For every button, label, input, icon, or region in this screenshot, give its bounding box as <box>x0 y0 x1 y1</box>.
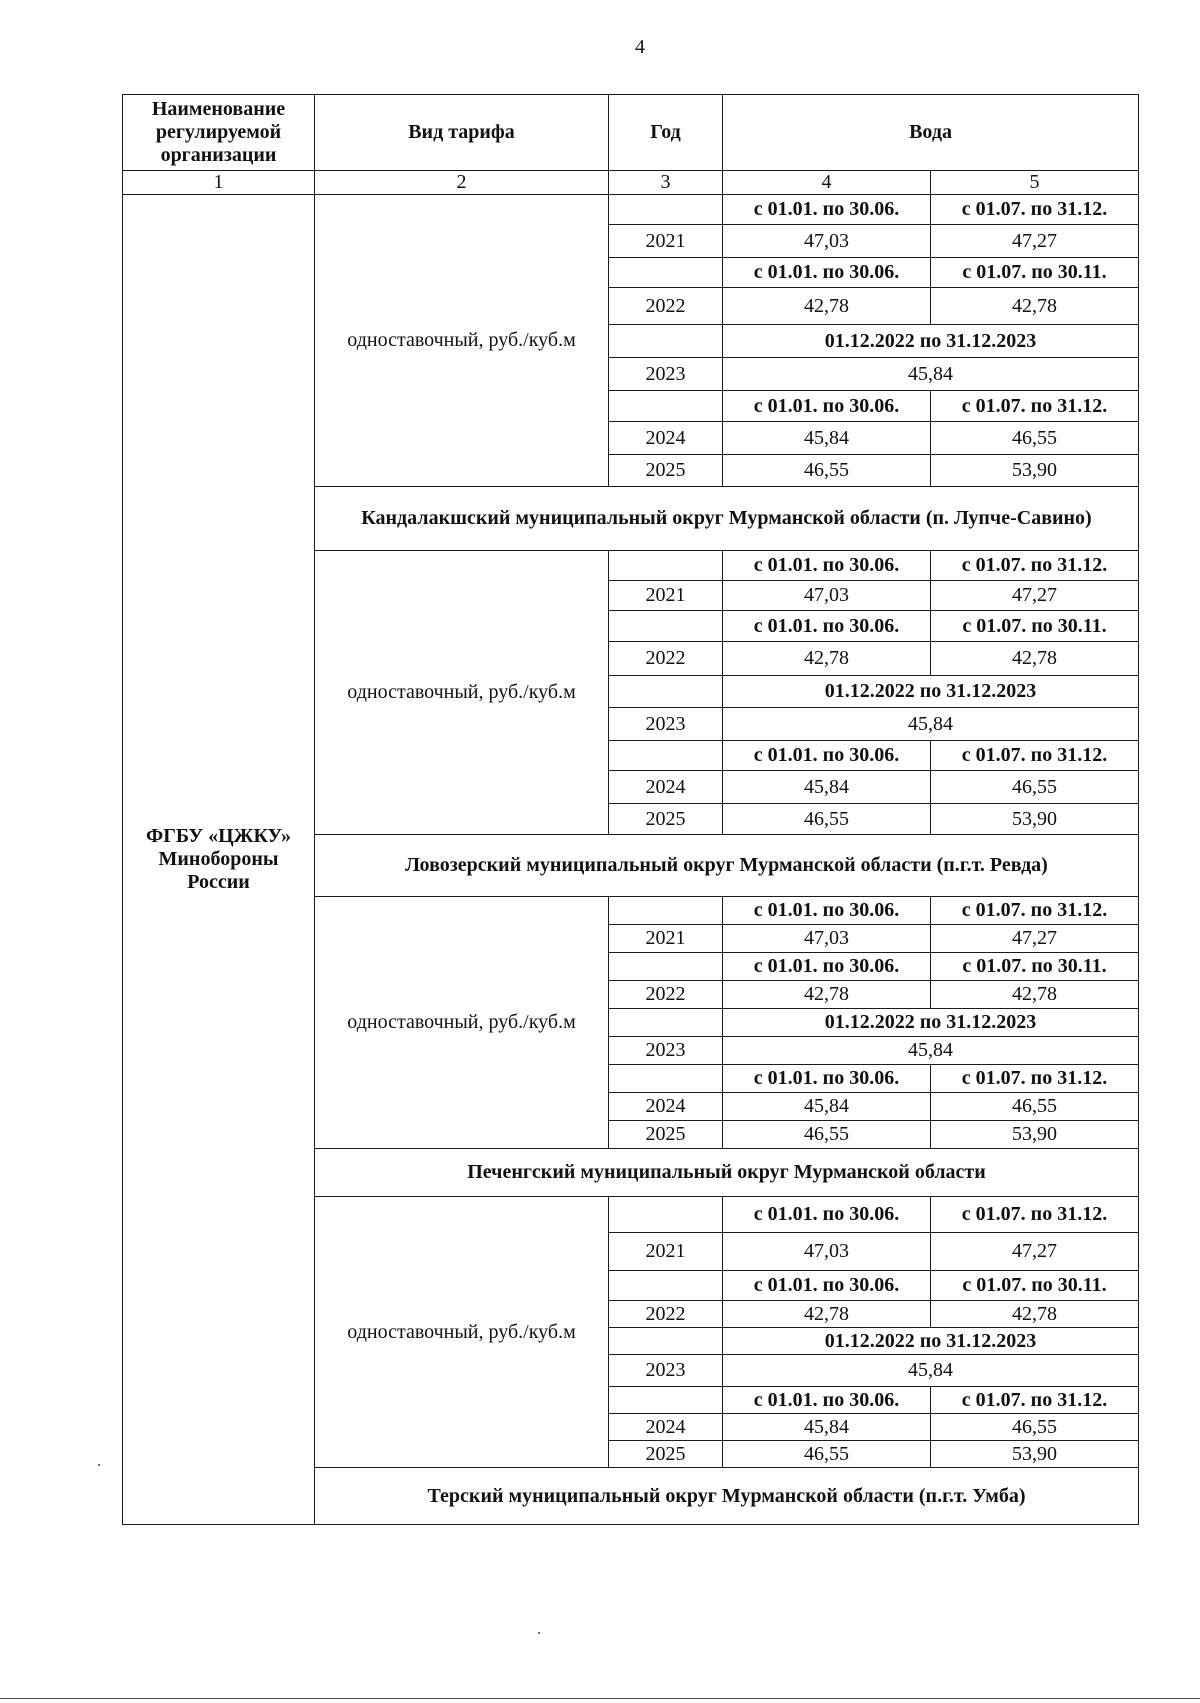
value-cell: 42,78 <box>723 1301 931 1328</box>
period-label: с 01.01. по 30.06. <box>723 391 931 422</box>
year-cell: 2021 <box>609 1233 723 1271</box>
value-cell: 45,84 <box>723 358 1139 391</box>
value-cell: 53,90 <box>931 804 1139 835</box>
period-label: 01.12.2022 по 31.12.2023 <box>723 676 1139 708</box>
table-row <box>123 195 1139 225</box>
column-number-row <box>123 171 1139 195</box>
col-num-5: 5 <box>931 171 1139 195</box>
year-cell: 2025 <box>609 804 723 835</box>
period-label: с 01.07. по 31.12. <box>931 195 1139 225</box>
tariff-name: одноставочный, руб./куб.м <box>315 1197 609 1468</box>
year-cell: 2024 <box>609 1414 723 1441</box>
tariff-name: одноставочный, руб./куб.м <box>315 551 609 835</box>
year-cell: 2024 <box>609 1093 723 1121</box>
period-label: с 01.01. по 30.06. <box>723 1271 931 1301</box>
scan-speck <box>538 1632 540 1634</box>
section-title: Терский муниципальный округ Мурманской области (п.г.т. Умба) <box>315 1468 1139 1525</box>
value-cell: 47,27 <box>931 1233 1139 1271</box>
value-cell: 42,78 <box>723 288 931 325</box>
year-cell: 2022 <box>609 981 723 1009</box>
value-cell: 42,78 <box>723 642 931 676</box>
section-title: Кандалакшский муниципальный округ Мурманской области (п. Лупче-Савино) <box>315 487 1139 551</box>
col-num-4: 4 <box>723 171 931 195</box>
value-cell: 47,03 <box>723 225 931 258</box>
header-year: Год <box>609 95 723 171</box>
period-label: с 01.07. по 30.11. <box>931 258 1139 288</box>
value-cell: 47,27 <box>931 581 1139 611</box>
year-cell: 2021 <box>609 581 723 611</box>
value-cell: 47,27 <box>931 925 1139 953</box>
value-cell: 45,84 <box>723 771 931 804</box>
value-cell: 45,84 <box>723 1355 1139 1387</box>
period-label: с 01.07. по 31.12. <box>931 1387 1139 1414</box>
value-cell: 42,78 <box>931 981 1139 1009</box>
period-label: с 01.07. по 30.11. <box>931 1271 1139 1301</box>
period-label: с 01.07. по 31.12. <box>931 897 1139 925</box>
period-label: с 01.07. по 31.12. <box>931 741 1139 771</box>
header-row <box>123 95 1139 171</box>
value-cell: 46,55 <box>723 1121 931 1149</box>
col-num-2: 2 <box>315 171 609 195</box>
header-tariff-type: Вид тарифа <box>315 95 609 171</box>
value-cell: 46,55 <box>931 771 1139 804</box>
section-title: Ловозерский муниципальный округ Мурманской области (п.г.т. Ревда) <box>315 835 1139 897</box>
value-cell: 45,84 <box>723 708 1139 741</box>
period-label: с 01.07. по 31.12. <box>931 1197 1139 1233</box>
value-cell: 46,55 <box>723 804 931 835</box>
value-cell: 47,03 <box>723 581 931 611</box>
period-label: 01.12.2022 по 31.12.2023 <box>723 325 1139 358</box>
value-cell: 42,78 <box>931 1301 1139 1328</box>
value-cell: 42,78 <box>723 981 931 1009</box>
value-cell: 45,84 <box>723 1037 1139 1065</box>
value-cell: 45,84 <box>723 1093 931 1121</box>
value-cell: 42,78 <box>931 642 1139 676</box>
col-num-3: 3 <box>609 171 723 195</box>
value-cell: 46,55 <box>931 422 1139 455</box>
year-cell: 2021 <box>609 925 723 953</box>
value-cell: 45,84 <box>723 422 931 455</box>
section-title: Печенгский муниципальный округ Мурманской области <box>315 1149 1139 1197</box>
organization-name: ФГБУ «ЦЖКУ» Минобороны России <box>123 195 315 1525</box>
col-num-1: 1 <box>123 171 315 195</box>
year-cell: 2024 <box>609 771 723 804</box>
tariff-table <box>122 94 1139 1525</box>
period-label: с 01.07. по 31.12. <box>931 551 1139 581</box>
year-cell: 2025 <box>609 455 723 487</box>
period-label: с 01.01. по 30.06. <box>723 953 931 981</box>
year-cell: 2025 <box>609 1121 723 1149</box>
period-label: с 01.07. по 31.12. <box>931 391 1139 422</box>
period-label: с 01.07. по 30.11. <box>931 611 1139 642</box>
year-cell: 2025 <box>609 1441 723 1468</box>
period-label: с 01.01. по 30.06. <box>723 258 931 288</box>
header-water: Вода <box>723 95 1139 171</box>
year-cell: 2021 <box>609 225 723 258</box>
value-cell: 53,90 <box>931 1441 1139 1468</box>
value-cell: 45,84 <box>723 1414 931 1441</box>
value-cell: 42,78 <box>931 288 1139 325</box>
header-org: Наименование регулируемой организации <box>123 95 315 171</box>
value-cell: 46,55 <box>723 455 931 487</box>
year-cell: 2022 <box>609 288 723 325</box>
year-cell: 2023 <box>609 358 723 391</box>
value-cell: 53,90 <box>931 455 1139 487</box>
period-label: с 01.01. по 30.06. <box>723 195 931 225</box>
value-cell: 47,27 <box>931 225 1139 258</box>
value-cell: 46,55 <box>723 1441 931 1468</box>
period-label: с 01.01. по 30.06. <box>723 551 931 581</box>
period-label: с 01.07. по 31.12. <box>931 1065 1139 1093</box>
value-cell: 47,03 <box>723 1233 931 1271</box>
period-label: с 01.07. по 30.11. <box>931 953 1139 981</box>
year-cell: 2022 <box>609 1301 723 1328</box>
year-cell: 2024 <box>609 422 723 455</box>
period-label: с 01.01. по 30.06. <box>723 1197 931 1233</box>
period-label: с 01.01. по 30.06. <box>723 1387 931 1414</box>
period-label: 01.12.2022 по 31.12.2023 <box>723 1328 1139 1355</box>
year-cell: 2023 <box>609 708 723 741</box>
period-label: с 01.01. по 30.06. <box>723 897 931 925</box>
value-cell: 46,55 <box>931 1414 1139 1441</box>
scan-edge-line <box>0 1698 1200 1699</box>
value-cell: 53,90 <box>931 1121 1139 1149</box>
year-cell: 2023 <box>609 1355 723 1387</box>
period-label: с 01.01. по 30.06. <box>723 1065 931 1093</box>
period-label: с 01.01. по 30.06. <box>723 741 931 771</box>
period-label: с 01.01. по 30.06. <box>723 611 931 642</box>
year-cell: 2023 <box>609 1037 723 1065</box>
period-label: 01.12.2022 по 31.12.2023 <box>723 1009 1139 1037</box>
tariff-name: одноставочный, руб./куб.м <box>315 195 609 487</box>
value-cell: 47,03 <box>723 925 931 953</box>
year-cell: 2022 <box>609 642 723 676</box>
tariff-name: одноставочный, руб./куб.м <box>315 897 609 1149</box>
page-number: 4 <box>635 36 645 58</box>
scan-speck <box>98 1464 100 1466</box>
value-cell: 46,55 <box>931 1093 1139 1121</box>
